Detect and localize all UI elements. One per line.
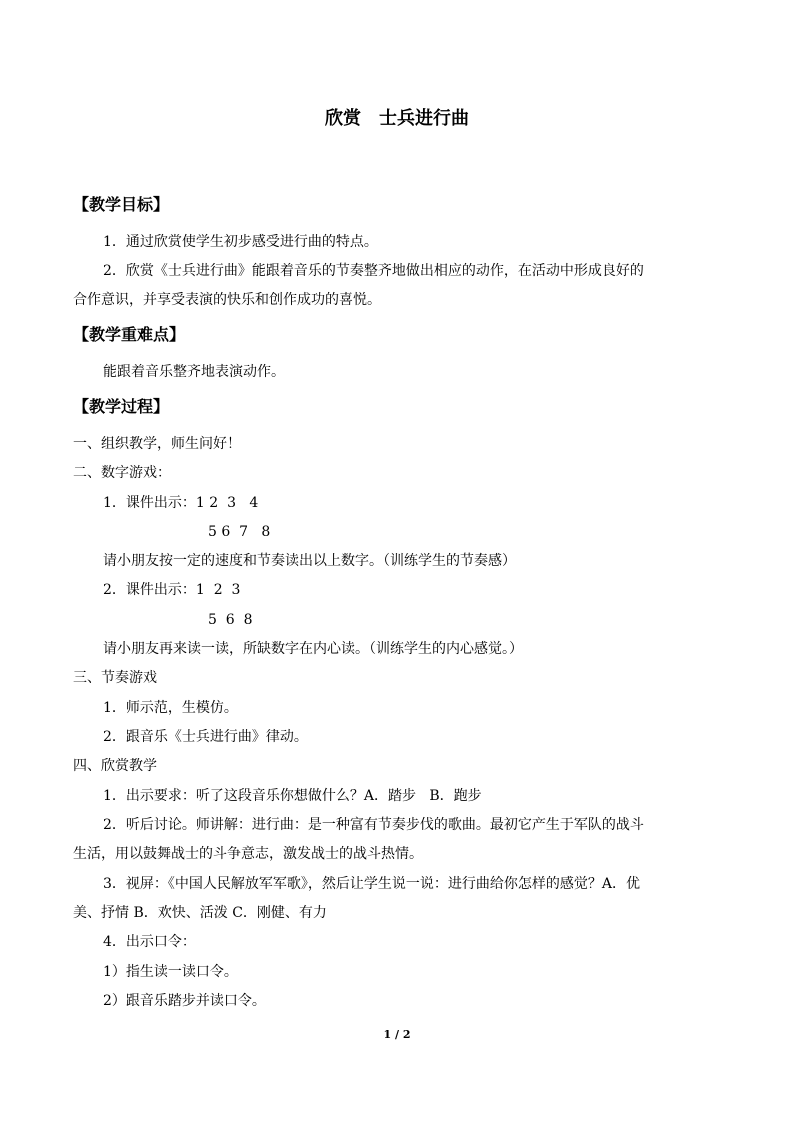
process-line-17: 美、抒情 B．欢快、活泼 C．刚健、有力	[73, 905, 327, 921]
process-line-2: 二、数字游戏：	[73, 465, 171, 481]
process-line-10: 1．师示范，生模仿。	[103, 700, 238, 716]
process-line-20: 2）跟音乐踏步并读口令。	[103, 993, 266, 1009]
section-heading-key-points: 【教学重难点】	[73, 325, 186, 344]
process-line-19: 1）指生读一读口令。	[103, 964, 238, 980]
page-number: 1 / 2	[383, 1028, 411, 1041]
process-line-5: 请小朋友按一定的速度和节奏读出以上数字。（训练学生的节奏感）	[103, 553, 516, 569]
process-line-18: 4．出示口令：	[103, 934, 196, 950]
process-line-11: 2．跟音乐《士兵进行曲》律动。	[103, 729, 308, 745]
process-line-1: 一、组织教学，师生问好！	[73, 436, 241, 452]
section-heading-process: 【教学过程】	[73, 397, 170, 416]
process-line-13: 1．出示要求：听了这段音乐你想做什么？A．踏步 B．跑步	[103, 788, 482, 804]
key-points-line-1: 能跟着音乐整齐地表演动作。	[103, 364, 285, 380]
page-title: 欣赏 士兵进行曲	[325, 108, 469, 129]
process-line-7: 5 6 8	[208, 612, 253, 628]
goals-line-2: 2．欣赏《士兵进行曲》能跟着音乐的节奏整齐地做出相应的动作，在活动中形成良好的	[103, 263, 644, 279]
goals-line-3: 合作意识，并享受表演的快乐和创作成功的喜悦。	[73, 292, 381, 308]
process-line-3: 1．课件出示：1 2 3 4	[103, 495, 259, 511]
section-heading-goals: 【教学目标】	[73, 195, 170, 214]
process-line-8: 请小朋友再来读一读，所缺数字在内心读。（训练学生的内心感觉。）	[103, 641, 523, 657]
process-line-14: 2．听后讨论。师讲解：进行曲：是一种富有节奏步伐的歌曲。最初它产生于军队的战斗	[103, 817, 644, 833]
process-line-15: 生活，用以鼓舞战士的斗争意志，激发战士的战斗热情。	[73, 846, 423, 862]
goals-line-1: 1．通过欣赏使学生初步感受进行曲的特点。	[103, 234, 378, 250]
process-line-12: 四、欣赏教学	[73, 758, 157, 774]
process-line-6: 2．课件出示：1 2 3	[103, 582, 241, 598]
process-line-4: 5 6 7 8	[208, 524, 271, 540]
process-line-9: 三、节奏游戏	[73, 670, 157, 686]
process-line-16: 3．视屏：《中国人民解放军军歌》，然后让学生说一说：进行曲给你怎样的感觉？A．优	[103, 876, 641, 892]
